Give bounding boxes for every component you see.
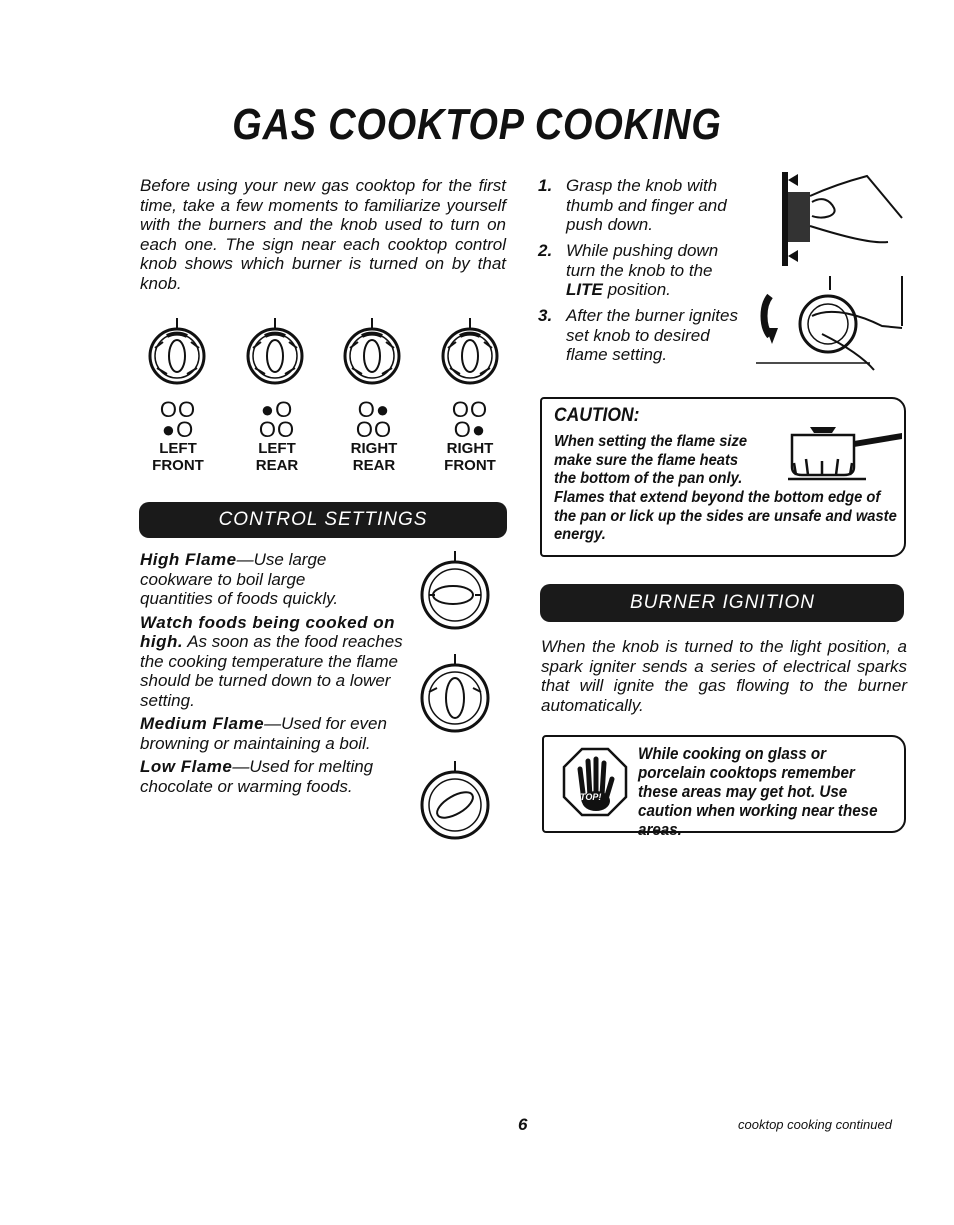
page-number: 6 bbox=[518, 1115, 528, 1134]
burner-dots-top: OO bbox=[451, 397, 489, 422]
burner-dots-top: O● bbox=[357, 397, 391, 422]
knob-sign-left-front bbox=[138, 397, 218, 474]
caution-box bbox=[540, 397, 906, 557]
knob-sign-right-rear bbox=[334, 397, 414, 474]
control-settings-section bbox=[140, 550, 410, 800]
knob-label-line1: RIGHT bbox=[350, 440, 398, 457]
medium-flame-knob-icon bbox=[422, 654, 488, 731]
burner-ignition-heading bbox=[540, 584, 904, 622]
caution-heading: CAUTION: bbox=[554, 405, 640, 426]
low-flame-paragraph bbox=[140, 757, 410, 796]
watch-paragraph bbox=[140, 613, 410, 711]
continued-note: cooktop cooking continued bbox=[738, 1117, 892, 1132]
pan-flame-icon bbox=[780, 423, 904, 489]
step-3-text: After the burner ignites set knob to desired flame setting. bbox=[566, 306, 738, 364]
watch-text: As soon as the food reaches the cooking temperature the flame should be turned down to a lower setting. bbox=[140, 632, 403, 710]
high-flame-knob-icon bbox=[422, 551, 488, 628]
knob-diagrams bbox=[140, 314, 510, 394]
control-settings-heading bbox=[139, 502, 507, 538]
high-flame-paragraph bbox=[140, 550, 380, 609]
step-2 bbox=[538, 241, 750, 300]
control-settings-heading-text: CONTROL SETTINGS bbox=[218, 509, 428, 530]
knob-label-line1: LEFT bbox=[258, 440, 296, 457]
knob-sign-right-front bbox=[430, 397, 510, 474]
warning-box bbox=[542, 735, 906, 839]
high-flame-title: High Flame bbox=[140, 550, 237, 569]
burner-dots-top: ●O bbox=[260, 397, 294, 422]
page-title: GAS COOKTOP COOKING bbox=[232, 100, 722, 149]
step-3 bbox=[538, 306, 752, 365]
burner-dots-bottom: OO bbox=[258, 417, 296, 442]
burner-dots-bottom: ●O bbox=[161, 417, 195, 442]
push-knob-hand-icon bbox=[782, 172, 902, 266]
burner-ignition-text: When the knob is turned to the light position, a spark igniter sends a series of electrical sparks that will ignite the gas flowing to the burner automatically. bbox=[541, 637, 907, 715]
burner-dots-bottom: O● bbox=[453, 417, 487, 442]
caution-line1: When setting the flame size make sure the flame heats the bottom of the pan only. bbox=[554, 433, 748, 487]
stop-hand-icon bbox=[562, 745, 628, 821]
step-1 bbox=[538, 176, 750, 235]
flame-setting-knobs bbox=[410, 550, 500, 850]
caution-line2: Flames that extend beyond the bottom edge of the pan or lick up the sides are unsafe and waste energy. bbox=[554, 489, 897, 543]
low-flame-text: —Used for melting chocolate or warming foods. bbox=[140, 757, 374, 796]
watch-title: Watch foods being cooked on high. bbox=[140, 612, 395, 651]
burner-ignition-heading-text: BURNER IGNITION bbox=[630, 592, 815, 613]
warning-text: While cooking on glass or porcelain cooktops remember these areas may get hot. Use caution when working near these areas. bbox=[638, 745, 878, 839]
medium-flame-title: Medium Flame bbox=[140, 714, 265, 733]
step-1-number: 1. bbox=[538, 176, 553, 195]
intro-paragraph: Before using your new gas cooktop for the first time, take a few moments to familiarize yourself with the burners and the knob used to turn on each one. The sign near each cooktop control knob shows which burner is turned on by that knob. bbox=[140, 176, 506, 293]
knob-label-line2: FRONT bbox=[152, 457, 204, 474]
step-3-number: 3. bbox=[538, 306, 553, 325]
knob-hand-illustrations bbox=[752, 166, 912, 376]
knob-label-line2: FRONT bbox=[444, 457, 496, 474]
step-1-text: Grasp the knob with thumb and finger and push down. bbox=[566, 176, 727, 234]
step-2-text-a: While pushing down turn the knob to the bbox=[566, 241, 719, 280]
step-2-lite: LITE bbox=[566, 280, 603, 299]
medium-flame-paragraph bbox=[140, 714, 405, 753]
knob-sign-left-rear bbox=[237, 397, 317, 474]
step-2-number: 2. bbox=[538, 241, 553, 260]
knob-label-line2: REAR bbox=[255, 457, 299, 474]
stop-label: STOP! bbox=[574, 792, 602, 802]
knob-label-line1: LEFT bbox=[159, 440, 197, 457]
knob-label-line2: REAR bbox=[352, 457, 396, 474]
medium-flame-text: —Used for even browning or maintaining a boil. bbox=[140, 714, 387, 753]
knob-label-line1: RIGHT bbox=[446, 440, 494, 457]
low-flame-title: Low Flame bbox=[140, 757, 233, 776]
burner-dots-bottom: OO bbox=[355, 417, 393, 442]
turn-knob-hand-icon bbox=[756, 276, 902, 370]
high-flame-text: —Use large cookware to boil large quantities of foods quickly. bbox=[140, 550, 339, 608]
step-2-text-b: position. bbox=[602, 280, 671, 299]
burner-dots-top: OO bbox=[159, 397, 197, 422]
low-flame-knob-icon bbox=[422, 761, 488, 838]
